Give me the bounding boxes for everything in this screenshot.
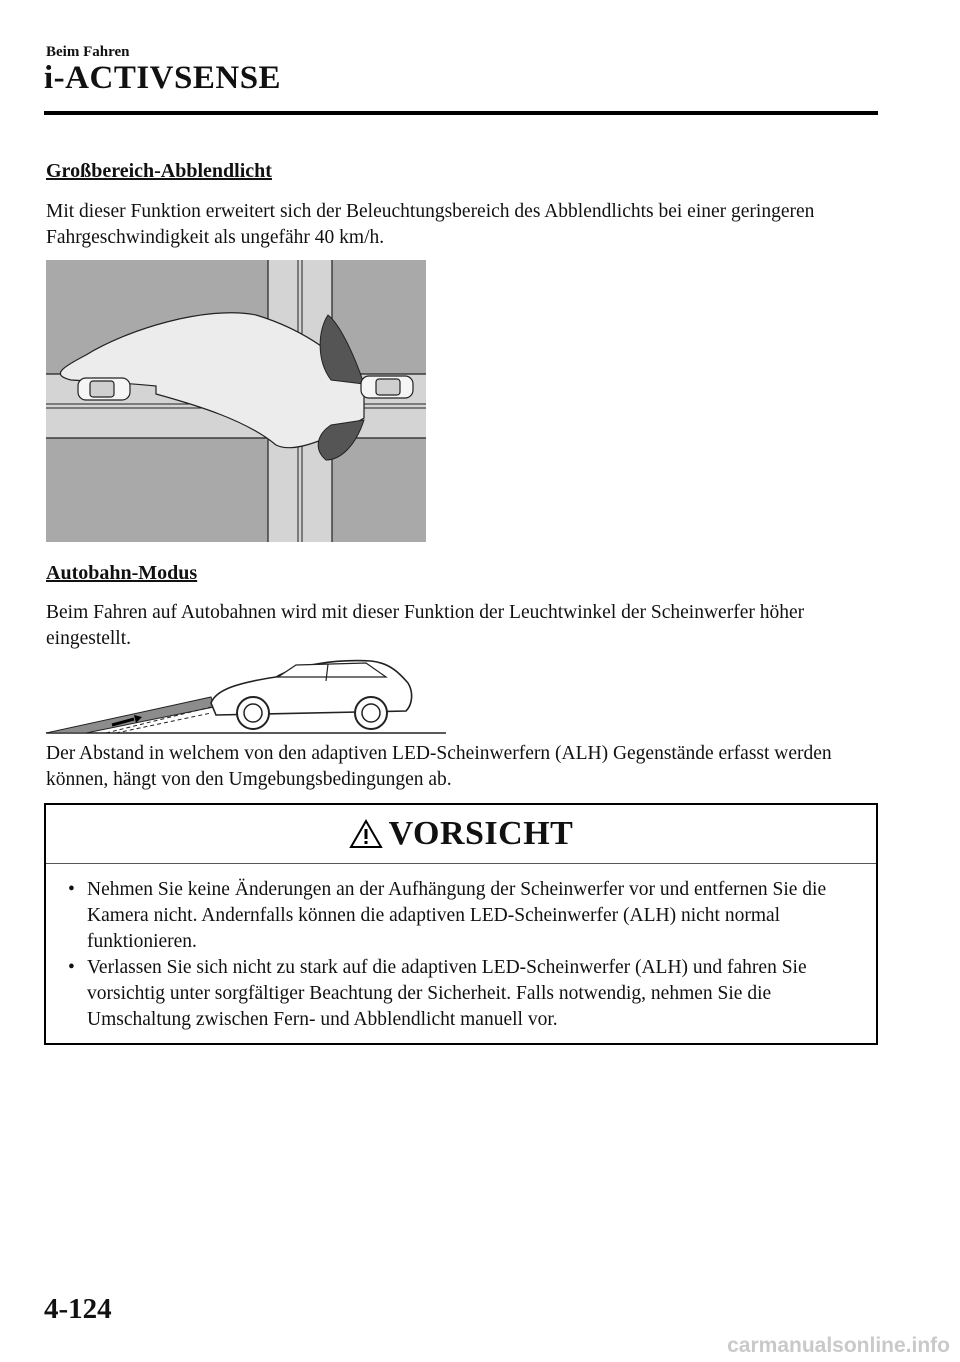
wide-beam-illustration	[46, 260, 426, 542]
chapter-title: i-ACTIVSENSE	[44, 60, 282, 96]
caution-list	[66, 877, 866, 1033]
highway-text: Beim Fahren auf Autobahnen wird mit dieser Funktion der Leuchtwinkel der Scheinwerfer höher eingestellt.	[46, 602, 805, 649]
bullet-icon: •	[68, 879, 75, 900]
caution-item-text: Nehmen Sie keine Änderungen an der Aufhängung der Scheinwerfer vor und entfernen Sie die Kamera nicht. Andernfalls können die adaptiven LED-Scheinwerfer (ALH) nicht normal funktionieren.	[87, 879, 827, 952]
caution-item	[66, 877, 866, 955]
caution-title: VORSICHT	[388, 815, 574, 852]
caution-header	[46, 805, 876, 864]
range-note: Der Abstand in welchem von den adaptiven LED-Scheinwerfern (ALH) Gegenstände erfasst werden können, hängt von den Umgebungsbedingungen ab.	[46, 743, 832, 790]
caution-item-text: Verlassen Sie sich nicht zu stark auf die adaptiven LED-Scheinwerfer (ALH) und fahren Sie vorsichtig unter sorgfältiger Beachtung der Sicherheit. Falls notwendig, nehmen Sie die Umschaltung zwischen Fern- und Abblendlicht manuell vor.	[87, 957, 807, 1030]
section-title: Beim Fahren	[46, 44, 130, 60]
caution-item	[66, 955, 866, 1033]
highway-heading: Autobahn-Modus	[46, 562, 198, 584]
car-oncoming	[78, 378, 130, 400]
wide-beam-text: Mit dieser Funktion erweitert sich der Beleuchtungsbereich des Abblendlichts bei einer geringeren Fahrgeschwindigkeit als ungefähr 40 km/h.	[46, 201, 815, 248]
bullet-icon: •	[68, 957, 75, 978]
header-rule	[44, 111, 878, 115]
car-own	[361, 376, 413, 398]
warning-triangle-icon	[349, 819, 383, 849]
watermark: carmanualsonline.info	[727, 1334, 950, 1357]
highway-mode-illustration	[46, 655, 446, 735]
wide-beam-heading: Großbereich-Abblendlicht	[46, 160, 272, 182]
page-number: 4-124	[44, 1293, 112, 1325]
caution-box	[44, 803, 878, 1045]
